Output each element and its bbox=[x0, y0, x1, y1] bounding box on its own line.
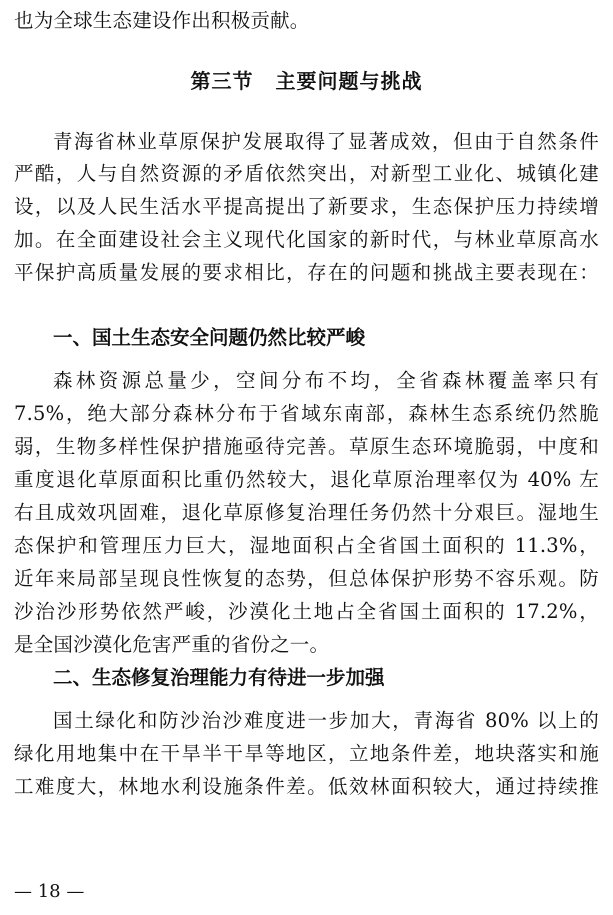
paragraph-line: 沙治沙形势依然严峻，沙漠化土地占全省国土面积的 17.2%， bbox=[14, 600, 599, 623]
carryover-line: 也为全球生态建设作出积极贡献。 bbox=[14, 9, 310, 32]
intro-line: 平保护高质量发展的要求相比，存在的问题和挑战主要表现在： bbox=[14, 261, 599, 284]
page-number: — 18 — bbox=[14, 881, 85, 902]
intro-line: 加。在全面建设社会主义现代化国家的新时代，与林业草原高水 bbox=[14, 228, 599, 251]
paragraph-line: 是全国沙漠化危害严重的省份之一。 bbox=[14, 633, 330, 656]
paragraph-line: 森林资源总量少，空间分布不均，全省森林覆盖率只有 bbox=[53, 369, 599, 392]
intro-line: 青海省林业草原保护发展取得了显著成效，但由于自然条件 bbox=[53, 130, 599, 153]
section-number: 第三节 bbox=[190, 69, 254, 93]
paragraph-line: 绿化用地集中在干旱半干旱等地区，立地条件差，地块落实和施 bbox=[14, 742, 599, 765]
section-title-text: 主要问题与挑战 bbox=[275, 69, 423, 93]
heading-restoration-capacity: 二、生态修复治理能力有待进一步加强 bbox=[53, 666, 385, 689]
intro-line: 严酷，人与自然资源的矛盾依然突出，对新型工业化、城镇化建 bbox=[14, 162, 599, 185]
paragraph-line: 弱，生物多样性保护措施亟待完善。草原生态环境脆弱，中度和 bbox=[14, 435, 599, 458]
paragraph-line: 工难度大，林地水利设施条件差。低效林面积较大，通过持续推 bbox=[14, 775, 599, 798]
intro-line: 设，以及人民生活水平提高提出了新要求，生态保护压力持续增 bbox=[14, 195, 599, 218]
paragraph-line: 右且成效巩固难，退化草原修复治理任务仍然十分艰巨。湿地生 bbox=[14, 501, 599, 524]
heading-ecological-security: 一、国土生态安全问题仍然比较严峻 bbox=[53, 326, 366, 349]
paragraph-line: 国土绿化和防沙治沙难度进一步加大，青海省 80% 以上的 bbox=[53, 709, 599, 732]
section-title bbox=[0, 68, 613, 94]
paragraph-line: 7.5%，绝大部分森林分布于省域东南部，森林生态系统仍然脆 bbox=[14, 402, 599, 425]
paragraph-line: 态保护和管理压力巨大，湿地面积占全省国土面积的 11.3%， bbox=[14, 534, 599, 557]
paragraph-line: 重度退化草原面积比重仍然较大，退化草原治理率仅为 40% 左 bbox=[14, 468, 599, 491]
paragraph-line: 近年来局部呈现良性恢复的态势，但总体保护形势不容乐观。防 bbox=[14, 567, 599, 590]
